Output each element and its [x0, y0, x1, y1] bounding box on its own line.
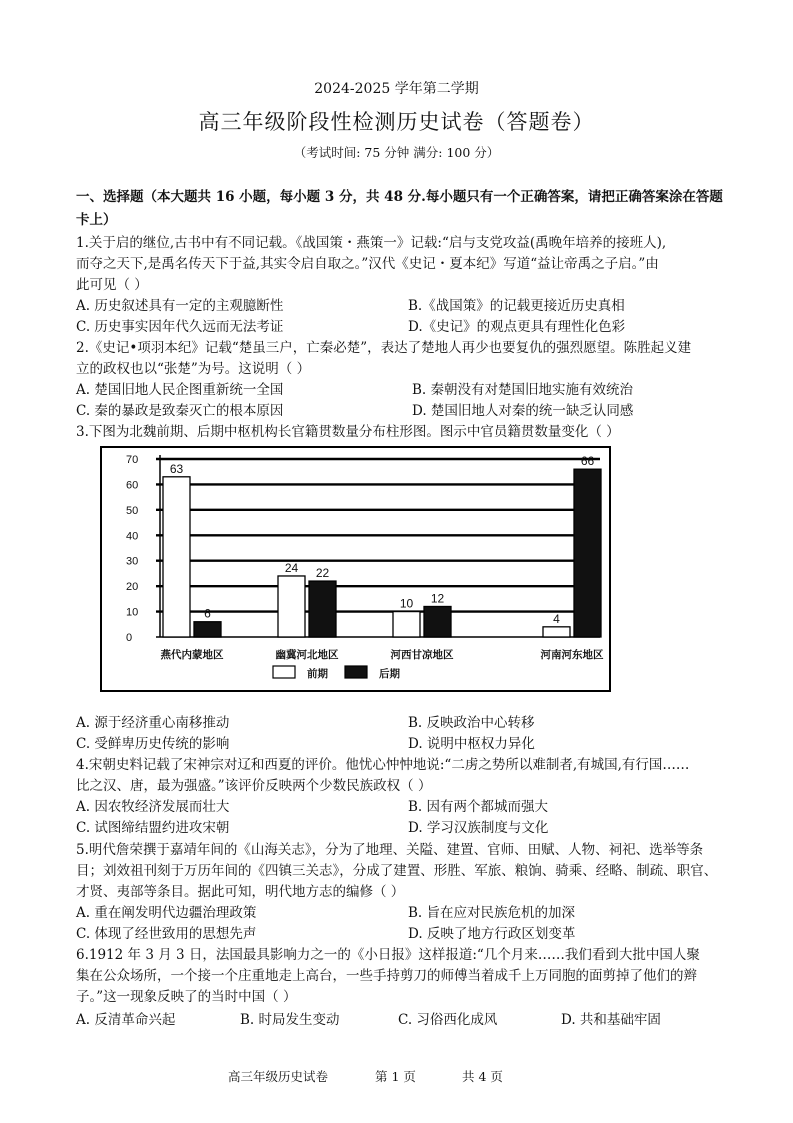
y-tick-label: 0 [126, 632, 133, 644]
option-d: D. 楚国旧地人对秦的统一缺乏认同感 [412, 403, 634, 419]
section-heading: 一、选择题（本大题共 16 小题，每小题 3 分，共 48 分.每小题只有一个正确答案，请把正确答案涂在答题 [76, 189, 723, 205]
data-label: 6 [204, 606, 211, 621]
data-label: 22 [315, 566, 330, 581]
bar-early [393, 612, 420, 637]
option-c: C. 秦的暴政是致秦灭亡的根本原因 [76, 403, 284, 419]
data-label: 66 [580, 454, 595, 469]
x-category-label: 幽冀河北地区 [275, 649, 339, 661]
option-b: B. 因有两个都城而强大 [408, 799, 549, 815]
y-tick-label: 40 [126, 530, 139, 543]
question-stem: 而夺之天下,是禹名传天下于益,其实令启自取之。”汉代《史记・夏本纪》写道“益让帝禹之子启。”由 [76, 256, 659, 272]
bar-late [424, 606, 451, 637]
data-label: 63 [169, 461, 184, 476]
footer-subject: 高三年级历史试卷 [228, 1069, 329, 1084]
question-stem: 5.明代詹荣撰于嘉靖年间的《山海关志》，分为了地理、关隘、建置、官师、田赋、人物、祠祀、选举等条 [76, 842, 704, 858]
question-stem: 目；刘效祖刊刻于万历年间的《四镇三关志》，分成了建置、形胜、军旅、粮饷、骑乘、经略、制疏、职官、 [76, 863, 718, 879]
option-a: A. 因农牧经济发展而壮大 [76, 799, 230, 815]
x-category-label: 河南河东地区 [540, 649, 604, 661]
y-tick-label: 50 [126, 504, 139, 517]
x-category-label: 燕代内蒙地区 [160, 649, 224, 661]
legend-swatch [345, 666, 367, 678]
option-b: B.《战国策》的记载更接近历史真相 [408, 298, 625, 314]
data-label: 12 [430, 591, 445, 606]
exam-term: 2024-2025 学年第二学期 [314, 81, 479, 97]
bar-chart [100, 446, 611, 692]
legend-label: 后期 [379, 668, 400, 680]
legend-swatch [273, 666, 295, 678]
data-label: 10 [399, 596, 414, 611]
chart-canvas [102, 448, 609, 690]
option-c: C. 试图缔结盟约进攻宋朝 [76, 820, 230, 836]
footer-total: 共 4 页 [462, 1069, 503, 1084]
option-b: B. 反映政治中心转移 [408, 715, 535, 731]
bar-late [194, 622, 221, 637]
question-stem: 子。”这一现象反映了的当时中国（ ） [76, 989, 297, 1005]
option-c: C. 习俗西化成风 [398, 1012, 498, 1028]
option-a: A. 源于经济重心南移推动 [76, 715, 230, 731]
y-tick-label: 10 [126, 606, 139, 619]
option-a: A. 反清革命兴起 [76, 1012, 176, 1028]
option-c: C. 历史事实因年代久远而无法考证 [76, 319, 284, 335]
option-a: A. 重在阐发明代边疆治理政策 [76, 905, 257, 921]
y-tick-label: 20 [126, 581, 139, 594]
question-stem: 6.1912 年 3 月 3 日，法国最具影响力之一的《小日报》这样报道:“几个月来……我们看到大批中国人聚 [76, 947, 700, 963]
data-label: 4 [553, 611, 560, 626]
bar-early [278, 576, 305, 637]
option-d: D. 共和基础牢固 [561, 1012, 661, 1028]
question-stem: 3.下图为北魏前期、后期中枢机构长官籍贯数量分布柱形图。图示中官员籍贯数量变化（ ） [76, 424, 620, 440]
x-category-label: 河西甘凉地区 [390, 649, 454, 661]
bar-early [163, 477, 190, 637]
data-label: 24 [284, 560, 299, 575]
option-d: D.《史记》的观点更具有理性化色彩 [408, 319, 626, 335]
footer-page: 第 1 页 [375, 1069, 416, 1084]
question-stem: 才贤、夷部等条目。据此可知，明代地方志的编修（ ） [76, 884, 405, 900]
option-b: B. 秦朝没有对楚国旧地实施有效统治 [412, 382, 634, 398]
legend-label: 前期 [307, 668, 328, 680]
option-d: D. 说明中枢权力异化 [408, 736, 535, 752]
section-heading-cont: 卡上） [76, 212, 117, 228]
option-b: B. 时局发生变动 [240, 1012, 340, 1028]
bar-late [309, 581, 336, 637]
option-d: D. 反映了地方行政区划变革 [408, 926, 576, 942]
bar-late [574, 469, 601, 637]
option-b: B. 旨在应对民族危机的加深 [408, 905, 576, 921]
option-c: C. 体现了经世致用的思想先声 [76, 926, 257, 942]
question-stem: 集在公众场所，一个接一个庄重地走上高台，一些手持剪刀的师傅当着成千上万同胞的面剪掉了他们的辫 [76, 968, 697, 984]
question-stem: 此可见（ ） [76, 277, 148, 293]
option-c: C. 受鲜卑历史传统的影响 [76, 736, 230, 752]
question-stem: 1.关于启的继位,古书中有不同记载。《战国策・燕策一》记载:“启与支党攻益(禹晚年培养的接班人), [76, 235, 667, 251]
exam-info: （考试时间: 75 分钟 满分: 100 分） [293, 145, 500, 160]
option-d: D. 学习汉族制度与文化 [408, 820, 549, 836]
page-title: 高三年级阶段性检测历史试卷（答题卷） [198, 110, 595, 134]
option-a: A. 历史叙述具有一定的主观臆断性 [76, 298, 284, 314]
question-stem: 4.宋朝史料记载了宋神宗对辽和西夏的评价。他忧心忡忡地说:“二虏之势所以难制者,有城国,有行国…… [76, 757, 690, 773]
y-tick-label: 70 [126, 454, 139, 466]
y-tick-label: 60 [126, 479, 139, 492]
bar-early [543, 627, 570, 637]
question-stem: 立的政权也以“张楚”为号。这说明（ ） [76, 361, 311, 377]
question-stem: 2.《史记•项羽本纪》记载“楚虽三户，亡秦必楚”，表达了楚地人再少也要复仇的强烈愿望。陈胜起义建 [76, 340, 692, 356]
option-a: A. 楚国旧地人民企图重新统一全国 [76, 382, 284, 398]
y-tick-label: 30 [126, 555, 139, 568]
question-stem: 比之汉、唐，最为强盛。”该评价反映两个少数民族政权（ ） [76, 778, 432, 794]
